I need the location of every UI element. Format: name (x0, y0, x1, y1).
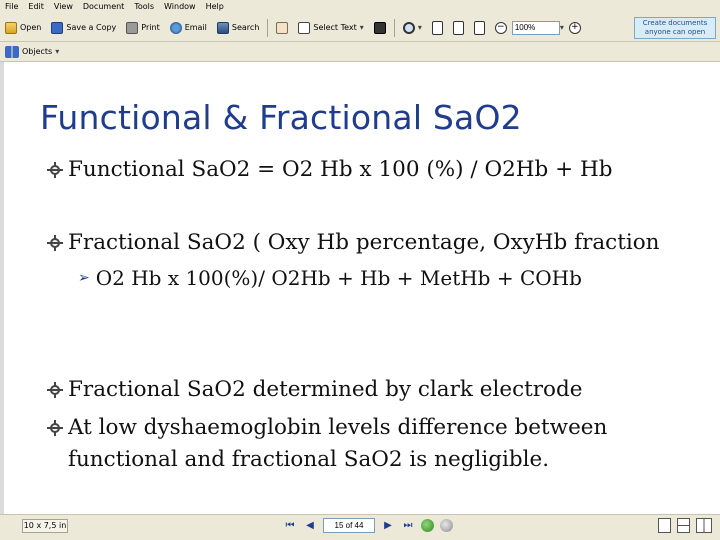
bullet-item (47, 412, 607, 443)
crosshair-bullet-icon (47, 420, 63, 436)
menu-view[interactable]: View (53, 2, 73, 11)
bullet-continuation (68, 444, 549, 475)
menu-bar (0, 0, 720, 14)
toolbar-divider (394, 19, 395, 37)
next-page-icon[interactable]: ▶ (384, 520, 392, 531)
email-icon (170, 22, 182, 34)
menu-file[interactable]: File (5, 2, 19, 11)
menu-document[interactable]: Document (82, 2, 125, 11)
bullet-item (47, 154, 612, 185)
zoom-tool-button[interactable] (398, 14, 427, 41)
page-navigation (283, 518, 453, 533)
go-back-icon[interactable] (421, 519, 434, 532)
document-view[interactable] (0, 62, 720, 514)
zoom-in-button[interactable] (564, 14, 586, 41)
facing-pages-icon[interactable] (696, 518, 712, 533)
zoom-out-button[interactable] (490, 14, 512, 41)
main-toolbar (0, 14, 720, 42)
save-icon (51, 22, 63, 34)
objects-label: Objects (22, 47, 53, 56)
menu-edit[interactable]: Edit (28, 2, 44, 11)
go-forward-icon[interactable] (440, 519, 453, 532)
menu-window[interactable]: Window (164, 2, 196, 11)
camera-icon (374, 22, 386, 34)
chevron-down-icon: ▾ (417, 23, 422, 32)
menu-tools[interactable]: Tools (134, 2, 155, 11)
bullet-text: At low dyshaemoglobin levels difference between (68, 415, 608, 440)
chevron-down-icon[interactable]: ▾ (559, 23, 564, 32)
crosshair-bullet-icon (47, 382, 63, 398)
select-text-label: Select Text (313, 23, 357, 32)
open-button[interactable] (0, 14, 46, 41)
text-cursor-icon (298, 22, 310, 34)
hand-icon (276, 22, 288, 34)
bullet-item (47, 374, 582, 405)
first-page-icon[interactable]: ⏮ (285, 520, 295, 531)
binoculars-icon (217, 22, 229, 34)
plus-icon: + (569, 22, 581, 34)
magnifier-icon (403, 22, 415, 34)
snapshot-button[interactable] (369, 14, 391, 41)
save-copy-button[interactable] (46, 14, 121, 41)
page-size-indicator: 10 x 7,5 in (22, 519, 68, 533)
fit-page-button[interactable] (448, 14, 469, 41)
bullet-text: Fractional SaO2 ( Oxy Hb percentage, OxyHb fraction (68, 230, 660, 255)
chevron-down-icon: ▾ (359, 23, 364, 32)
hand-tool-button[interactable] (271, 14, 293, 41)
search-button[interactable] (212, 14, 264, 41)
open-label: Open (20, 23, 42, 32)
bullet-text: Fractional SaO2 determined by clark electrode (68, 377, 583, 402)
crosshair-bullet-icon (47, 235, 63, 251)
save-copy-label: Save a Copy (66, 23, 117, 32)
status-bar (0, 514, 720, 540)
last-page-icon[interactable]: ⏭ (403, 520, 413, 531)
continuous-page-icon[interactable] (677, 518, 690, 533)
chevron-down-icon: ▾ (55, 47, 60, 56)
email-button[interactable] (165, 14, 212, 41)
secondary-toolbar (0, 42, 720, 62)
arrow-bullet-icon: ➢ (78, 270, 90, 286)
fit-width-button[interactable] (469, 14, 490, 41)
page-layout-controls (658, 518, 712, 533)
folder-icon (5, 22, 17, 34)
select-text-button[interactable] (293, 14, 368, 41)
sub-bullet-text: O2 Hb x 100(%)/ O2Hb + Hb + MetHb + COHb (95, 266, 582, 290)
slide-title: Functional & Fractional SaO2 (40, 98, 522, 137)
print-label: Print (141, 23, 160, 32)
fit-width-icon (474, 21, 485, 35)
navigation-pane-edge[interactable] (0, 62, 4, 514)
email-label: Email (184, 23, 207, 32)
bullet-text: functional and fractional SaO2 is negligible. (68, 447, 550, 472)
page-number-input[interactable] (323, 518, 375, 533)
bullet-text: Functional SaO2 = O2 Hb x 100 (%) / O2Hb + Hb (68, 157, 613, 182)
toolbar-divider (267, 19, 268, 37)
minus-icon: − (495, 22, 507, 34)
fit-page-icon (453, 21, 464, 35)
crosshair-bullet-icon (47, 162, 63, 178)
search-label: Search (231, 23, 260, 32)
menu-help[interactable]: Help (205, 2, 224, 11)
actual-size-button[interactable] (427, 14, 448, 41)
create-pdf-banner[interactable]: Create documents anyone can open (634, 17, 716, 39)
single-page-icon[interactable] (658, 518, 671, 533)
actual-size-icon (432, 21, 443, 35)
printer-icon (126, 22, 138, 34)
sub-bullet-item (78, 266, 582, 290)
objects-icon (5, 46, 19, 58)
previous-page-icon[interactable]: ◀ (306, 520, 314, 531)
print-button[interactable] (121, 14, 164, 41)
bullet-item (47, 227, 660, 258)
objects-button[interactable] (0, 42, 64, 61)
zoom-input[interactable] (512, 21, 560, 35)
